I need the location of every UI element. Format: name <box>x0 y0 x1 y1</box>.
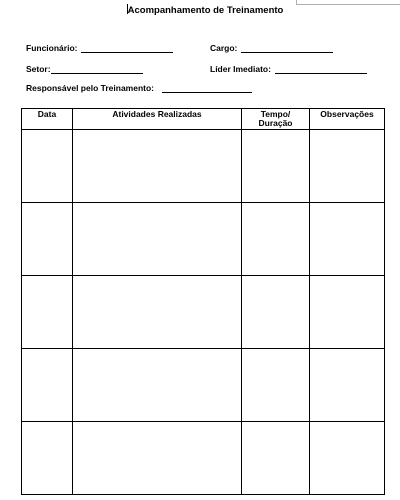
cell-observacoes[interactable] <box>310 130 385 203</box>
cell-tempo[interactable] <box>242 349 310 422</box>
document-title-text: Acompanhamento de Treinamento <box>127 5 284 16</box>
table-header-row <box>22 109 385 130</box>
responsavel-label: Responsável pelo Treinamento: <box>26 83 155 93</box>
cell-atividades[interactable] <box>73 203 242 276</box>
setor-field <box>26 64 143 74</box>
table-row <box>22 130 385 203</box>
lider-field <box>210 64 367 74</box>
header-observacoes: Observações <box>310 109 385 130</box>
cell-observacoes[interactable] <box>310 203 385 276</box>
cell-tempo[interactable] <box>242 422 310 495</box>
cell-atividades[interactable] <box>73 276 242 349</box>
cell-atividades[interactable] <box>73 349 242 422</box>
setor-label: Setor: <box>26 64 51 74</box>
cell-data[interactable] <box>22 276 73 349</box>
training-log-table <box>21 108 385 495</box>
responsavel-input-line[interactable] <box>162 83 252 93</box>
setor-input-line[interactable] <box>51 64 143 74</box>
lider-label: Líder Imediato: <box>210 64 271 74</box>
table-row <box>22 203 385 276</box>
cell-tempo[interactable] <box>242 276 310 349</box>
cell-observacoes[interactable] <box>310 276 385 349</box>
cargo-field <box>210 43 333 53</box>
cell-observacoes[interactable] <box>310 422 385 495</box>
responsavel-field <box>26 83 252 93</box>
cell-tempo[interactable] <box>242 203 310 276</box>
cell-data[interactable] <box>22 130 73 203</box>
cargo-label: Cargo: <box>210 43 238 53</box>
document-title <box>0 4 400 16</box>
table-row <box>22 349 385 422</box>
cell-data[interactable] <box>22 349 73 422</box>
table-row <box>22 276 385 349</box>
cargo-input-line[interactable] <box>241 43 333 53</box>
table-row <box>22 422 385 495</box>
cell-data[interactable] <box>22 203 73 276</box>
cell-atividades[interactable] <box>73 422 242 495</box>
funcionario-field <box>26 43 173 53</box>
lider-input-line[interactable] <box>275 64 367 74</box>
cell-data[interactable] <box>22 422 73 495</box>
cell-tempo[interactable] <box>242 130 310 203</box>
funcionario-label: Funcionário: <box>26 43 78 53</box>
cell-observacoes[interactable] <box>310 349 385 422</box>
funcionario-input-line[interactable] <box>81 43 173 53</box>
cell-atividades[interactable] <box>73 130 242 203</box>
header-tempo: Tempo/ Duração <box>242 109 310 130</box>
header-atividades: Atividades Realizadas <box>73 109 242 130</box>
header-data: Data <box>22 109 73 130</box>
